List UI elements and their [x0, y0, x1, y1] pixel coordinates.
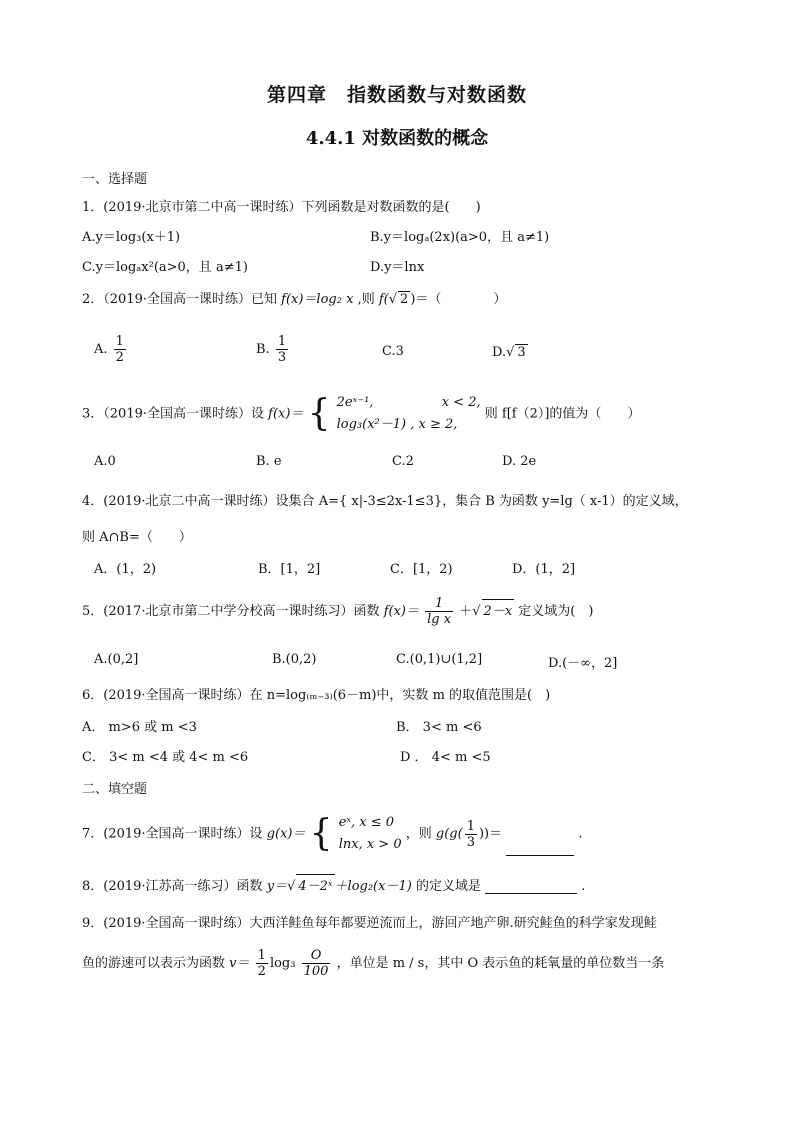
question-6-option-b: B． 3< m <6 [396, 720, 482, 735]
question-4-option-a: A．(1，2) [94, 562, 157, 577]
question-7-end: . [578, 826, 583, 842]
fraction [302, 948, 331, 979]
answer-blank[interactable] [485, 893, 577, 894]
question-3-function: f(x)＝ [268, 406, 304, 422]
question-7-suffix: ))＝ [478, 826, 503, 842]
question-8-suffix: 的定义域是 [415, 879, 481, 894]
piecewise-brace: { [309, 813, 333, 854]
question-2-option-a [94, 334, 128, 365]
question-5-prefix: 5．(2017·北京市第二中学分校高一课时练习）函数 [82, 604, 380, 619]
question-8-expr: y＝ [266, 879, 288, 894]
numerator: 1 [115, 334, 124, 349]
question-2-mid: ,则 [357, 292, 375, 307]
fraction [276, 334, 288, 365]
fraction [425, 596, 453, 627]
sqrt-arg: 3 [517, 345, 526, 360]
question-7-prefix: 7．(2019·全国高一课时练）设 [82, 826, 263, 842]
question-5-option-b: B.(0,2) [272, 652, 317, 667]
question-9-line-2 [82, 948, 664, 979]
question-5-stem [82, 596, 593, 627]
question-8-end: . [581, 879, 586, 894]
sqrt-sign: √ [506, 345, 515, 360]
case-2-expr: log₃(x²－1) , x ≥ 2, [336, 417, 458, 432]
question-2-sqrt-arg: 2 [400, 292, 409, 307]
question-4-option-d: D．(1，2] [512, 562, 576, 577]
question-2-prefix: 2．（2019·全国高一课时练）已知 [82, 292, 277, 307]
sqrt-arg: 4－2ˣ [296, 874, 334, 894]
question-2-option-d [492, 344, 528, 360]
question-2-option-c: C.3 [382, 344, 404, 359]
question-1-option-b: B.y＝logₐ(2x)(a>0，且 a≠1) [370, 230, 550, 245]
question-6-stem: 6．(2019·全国高一课时练）在 n=log₍ₘ₋₃₎(6－m)中，实数 m 的取值范围是( ) [82, 688, 551, 703]
denominator: 2 [257, 964, 266, 979]
denominator: 100 [303, 964, 329, 979]
sqrt-arg: 2－x [482, 599, 515, 619]
question-3-stem [82, 392, 640, 436]
question-1-option-d: D.y＝lnx [370, 260, 425, 275]
question-6-option-c: C． 3< m <4 或 4< m <6 [82, 750, 249, 765]
question-2-stem [82, 288, 506, 307]
question-4-stem-line-2: 则 A∩B=（ ） [82, 530, 192, 545]
option-a-label: A. [94, 342, 108, 357]
question-3-prefix: 3．（2019·全国高一课时练）设 [82, 406, 264, 422]
numerator: O [302, 948, 331, 964]
question-3-option-a: A.0 [94, 454, 116, 469]
question-5-option-a: A.(0,2] [94, 652, 139, 667]
case-1-expr: 2eˣ⁻¹, [336, 395, 374, 410]
question-3-suffix: 则 f[f（2）]的值为（ ） [484, 406, 641, 422]
question-4-option-b: B．[1，2] [258, 562, 321, 577]
question-9-suffix: ，单位是 m / s，其中 O 表示鱼的耗氧量的单位数当一条 [336, 956, 665, 971]
question-3-option-b: B. e [256, 454, 282, 469]
section-title: 4.4.1 对数函数的概念 [305, 128, 489, 149]
question-3-option-c: C.2 [392, 454, 414, 469]
question-2-suffix: )＝（ ） [410, 292, 507, 307]
question-4-option-c: C．[1，2) [390, 562, 453, 577]
sqrt-sign: √ [472, 604, 481, 619]
question-3-cases [337, 392, 481, 436]
fraction [114, 334, 126, 365]
question-7-mid: ，则 [405, 826, 432, 842]
question-5-option-c: C.(0,1)∪(1,2] [396, 652, 483, 667]
question-6-option-d: D ． 4< m <5 [400, 750, 491, 765]
sqrt-sign: √ [287, 879, 296, 894]
question-3-option-d: D. 2e [502, 454, 537, 469]
question-8-prefix: 8．(2019·江苏高一练习）函数 [82, 879, 263, 894]
section-fill-label: 二、填空题 [82, 782, 148, 797]
question-2-function: f(x)＝log₂ x [281, 292, 354, 307]
question-5-function: f(x)＝ [383, 604, 419, 619]
question-8-stem [82, 874, 585, 894]
question-1-option-a: A.y＝log₃(x＋1) [82, 230, 181, 245]
fraction [465, 819, 477, 850]
question-9-var: v＝ [229, 956, 250, 971]
option-b-label: B. [256, 342, 270, 357]
question-5-option-d: D.(－∞，2] [548, 656, 618, 671]
sqrt-sign: √ [388, 292, 398, 307]
denominator: 3 [277, 350, 287, 365]
numerator: 1 [257, 948, 266, 963]
question-1-stem: 1．(2019·北京市第二中高一课时练）下列函数是对数函数的是( ) [82, 200, 481, 215]
plus-sign: ＋ [459, 604, 473, 619]
question-2-option-b [256, 334, 290, 365]
question-1-option-c: C.y＝logₐx²(a>0，且 a≠1) [82, 260, 248, 275]
question-4-stem-line-1: 4．(2019·北京二中高一课时练）设集合 A={ x|-3≤2x-1≤3}，集合 B 为函数 y=lg（ x-1）的定义域， [82, 494, 688, 509]
denominator: 2 [115, 350, 124, 365]
denominator: lg x [427, 612, 452, 627]
question-7-stem [82, 812, 583, 856]
section-choice-label: 一、选择题 [82, 172, 148, 187]
case-1-expr: eˣ, x ≤ 0 [338, 815, 395, 830]
question-7-function: g(x)＝ [266, 826, 306, 842]
question-2-query: f( [378, 292, 389, 307]
option-d-label: D. [492, 345, 507, 360]
denominator: 3 [466, 834, 475, 850]
numerator: 1 [425, 596, 453, 612]
question-9-prefix: 鱼的游速可以表示为函数 [82, 956, 226, 971]
chapter-title: 第四章 指数函数与对数函数 [266, 84, 527, 106]
log-base: log₃ [269, 956, 296, 971]
fraction [256, 948, 268, 979]
numerator: 1 [466, 818, 475, 834]
piecewise-brace: { [307, 393, 331, 434]
case-2-expr: lnx, x > 0 [338, 837, 402, 852]
question-8-expr-2: ＋log₂(x－1) [334, 879, 412, 894]
question-6-option-a: A． m>6 或 m <3 [82, 720, 197, 735]
question-7-cases [339, 812, 402, 856]
numerator: 1 [277, 334, 287, 349]
case-1-condition: x < 2, [441, 395, 481, 410]
question-7-query: g(g( [435, 826, 463, 842]
question-5-suffix: 定义域为( ) [518, 604, 594, 619]
question-9-line-1: 9．(2019·全国高一课时练）大西洋鲑鱼每年都要逆流而上，游回产地产卵.研究鲑鱼的科学家发现鲑 [82, 916, 657, 931]
answer-blank[interactable] [506, 855, 574, 856]
